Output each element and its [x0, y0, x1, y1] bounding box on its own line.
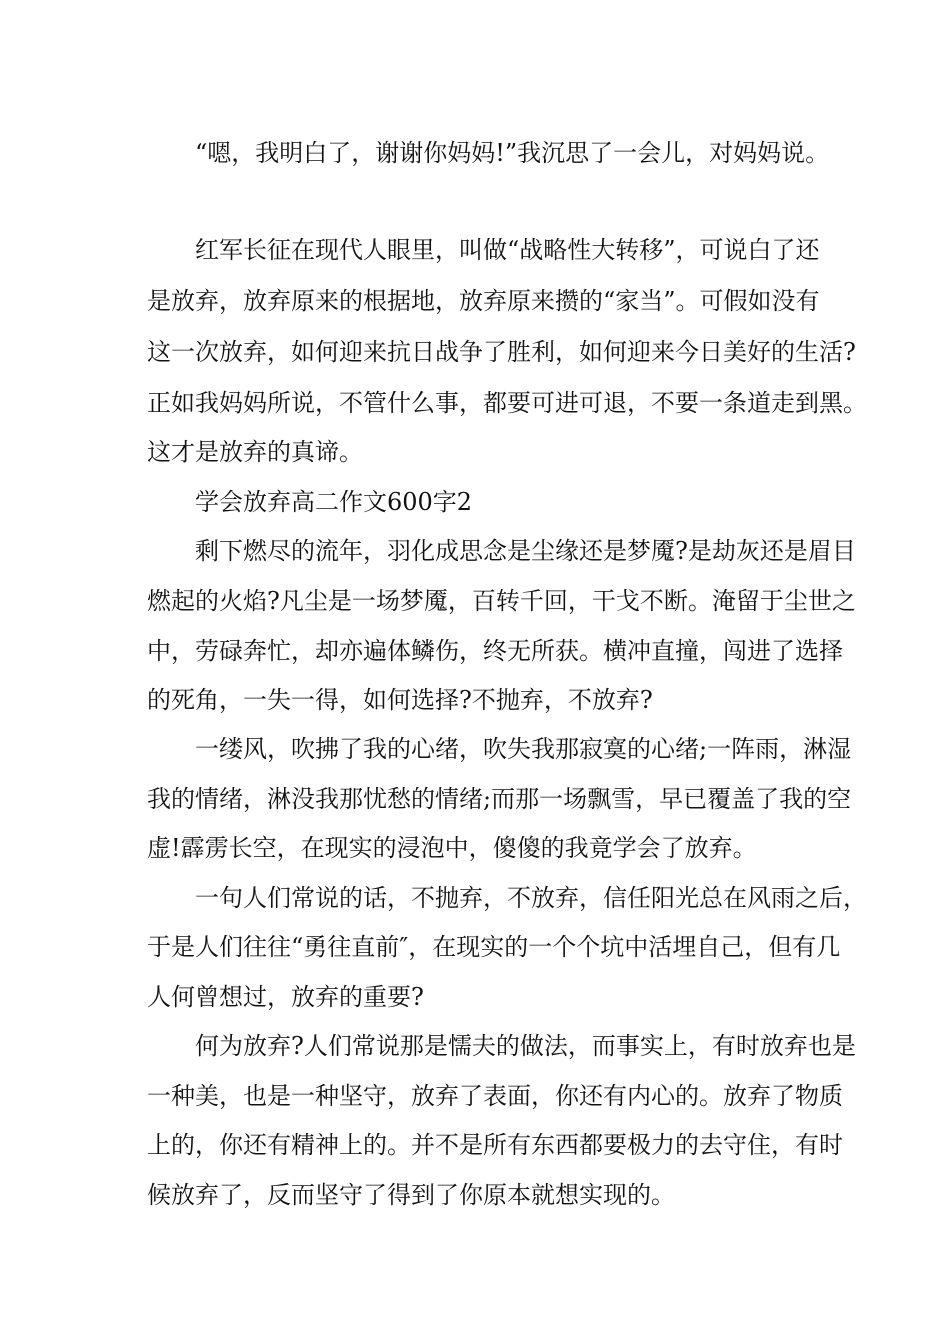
- section-heading: 学会放弃高二作文600字2: [195, 488, 473, 516]
- paragraph-line: 是放弃，放弃原来的根据地，放弃原来攒的“家当”。可假如没有: [147, 287, 820, 315]
- paragraph-line: 于是人们往往“勇往直前″，在现实的一个个坑中活埋自己，但有几: [147, 933, 841, 961]
- paragraph-line: 这才是放弃的真谛。: [147, 438, 363, 466]
- paragraph-line: 一句人们常说的话，不抛弃，不放弃，信任阳光总在风雨之后，: [195, 884, 867, 912]
- dialogue-line: “嗯，我明白了，谢谢你妈妈!”我沉思了一会儿，对妈妈说。: [195, 139, 830, 167]
- paragraph-line: 一种美，也是一种坚守，放弃了表面，你还有内心的。放弃了物质: [147, 1082, 843, 1110]
- paragraph-line: 候放弃了，反而坚守了得到了你原本就想实现的。: [147, 1181, 675, 1209]
- paragraph-line: 何为放弃?人们常说那是懦夫的做法，而事实上，有时放弃也是: [195, 1032, 856, 1060]
- paragraph-line: 剩下燃尽的流年，羽化成思念是尘缘还是梦魇?是劫灰还是眉目: [195, 537, 856, 565]
- paragraph-line: 人何曾想过，放弃的重要?: [147, 983, 424, 1011]
- paragraph-line: 上的，你还有精神上的。并不是所有东西都要极力的去守住，有时: [147, 1131, 843, 1159]
- paragraph-line: 这一次放弃，如何迎来抗日战争了胜利，如何迎来今日美好的生活?: [147, 338, 856, 366]
- paragraph-line: 红军长征在现代人眼里，叫做“战略性大转移”，可说白了还: [195, 236, 820, 264]
- paragraph-line: 正如我妈妈所说，不管什么事，都要可进可退，不要一条道走到黑。: [147, 389, 867, 417]
- paragraph-line: 虚!霹雳长空，在现实的浸泡中，傻傻的我竟学会了放弃。: [147, 834, 757, 862]
- paragraph-line: 的死角，一失一得，如何选择?不抛弃，不放弃?: [147, 686, 653, 714]
- paragraph-line: 燃起的火焰?凡尘是一场梦魇，百转千回，干戈不断。淹留于尘世之: [147, 587, 856, 615]
- paragraph-line: 中，劳碌奔忙，却亦遍体鳞伤，终无所获。横冲直撞，闯进了选择: [147, 637, 843, 665]
- paragraph-line: 我的情绪，淋没我那忧愁的情绪;而那一场飘雪，早已覆盖了我的空: [147, 785, 852, 813]
- paragraph-line: 一缕风，吹拂了我的心绪，吹失我那寂寞的心绪;一阵雨，淋湿: [195, 735, 852, 763]
